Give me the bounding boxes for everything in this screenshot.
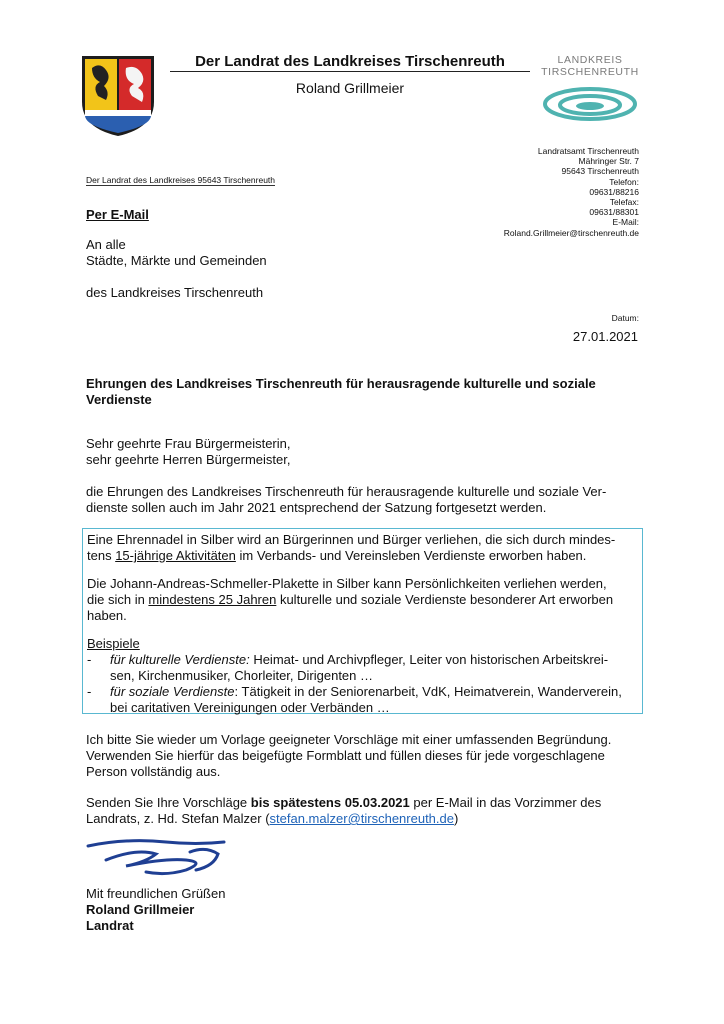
request-paragraph: Ich bitte Sie wieder um Vorlage geeigneter Vorschläge mit einer umfassenden Begründung. Verwenden Sie hierfür das beigefügte Formblatt und füllen dieses für jede vorgeschlagene Person vollständig aus. xyxy=(86,732,612,779)
contact-phone: 09631/88216 xyxy=(589,186,639,197)
brand-line1: LANDKREIS xyxy=(557,54,623,66)
letter-date: 27.01.2021 xyxy=(572,329,638,344)
plaque-paragraph: Die Johann-Andreas-Schmeller-Plakette in Silber kann Persönlichkeiten verliehen werden, die sich in mindestens 25 Jahren kulturelle und soziale Verdienste besonderer Art erworben haben. xyxy=(87,576,614,623)
contact-street: Mähringer Str. 7 xyxy=(578,156,639,167)
example-social: - für soziale Verdienste: Tätigkeit in der Seniorenarbeit, VdK, Heimatverein, Wanderverein, bei caritativen Vereinigungen oder Verbänden … xyxy=(87,684,622,715)
intro-line1: die Ehrungen des Landkreises Tirschenreuth für herausragende kulturelle und soziale Ver- xyxy=(86,484,607,499)
example-cultural: - für kulturelle Verdienste: Heimat- und Archivpfleger, Leiter von historischen Arbeitskrei- sen, Kirchenmusiker, Chorleiter, Dirigenten … xyxy=(87,652,609,683)
district-brand xyxy=(536,54,644,129)
contact-fax-label: Telefax: xyxy=(609,197,639,208)
award-info-box xyxy=(82,528,643,714)
coat-of-arms-icon xyxy=(80,54,156,138)
closing-block xyxy=(86,886,225,934)
contact-org: Landratsamt Tirschenreuth xyxy=(537,146,639,156)
brand-line2: TIRSCHENREUTH xyxy=(541,66,639,78)
subject-line1: Ehrungen des Landkreises Tirschenreuth für herausragende kulturelle und soziale xyxy=(86,376,596,391)
subject-line2: Verdienste xyxy=(86,392,152,407)
letterhead-title: Der Landrat des Landkreises Tirschenreuth xyxy=(195,53,505,70)
letterhead-name: Roland Grillmeier xyxy=(295,80,405,96)
delivery-note: Per E-Mail xyxy=(86,207,149,222)
subject-line xyxy=(86,376,646,408)
contact-block xyxy=(470,146,639,238)
contact-email-label: E-Mail: xyxy=(612,217,639,228)
contact-city: 95643 Tirschenreuth xyxy=(561,166,639,177)
salutation xyxy=(86,436,290,468)
date-label: Datum: xyxy=(611,313,639,323)
list-dash: - xyxy=(87,684,92,699)
closing-name: Roland Grillmeier xyxy=(86,902,195,917)
contact-fax: 09631/88301 xyxy=(589,207,639,218)
plaque-requirement: mindestens 25 Jahren xyxy=(148,592,277,607)
list-dash: - xyxy=(87,652,92,667)
email-link[interactable]: stefan.malzer@tirschenreuth.de xyxy=(269,811,454,826)
contact-email: Roland.Grillmeier@tirschenreuth.de xyxy=(503,227,639,238)
recipient-line3: des Landkreises Tirschenreuth xyxy=(86,285,264,300)
recipient-line2: Städte, Märkte und Gemeinden xyxy=(86,253,267,268)
closing-title: Landrat xyxy=(86,918,134,933)
closing-greeting: Mit freundlichen Grüßen xyxy=(86,886,226,901)
letterhead-rule xyxy=(170,71,530,72)
district-logo-icon xyxy=(540,84,640,124)
intro-line2: dienste sollen auch im Jahr 2021 entsprechend der Satzung fortgesetzt werden. xyxy=(86,500,547,515)
salutation-line1: Sehr geehrte Frau Bürgermeisterin, xyxy=(86,436,291,451)
salutation-line2: sehr geehrte Herren Bürgermeister, xyxy=(86,452,291,467)
recipient-line1: An alle xyxy=(86,237,126,252)
honor-pin-requirement: 15-jährige Aktivitäten xyxy=(115,548,236,563)
recipient-address xyxy=(86,237,267,269)
signature-image xyxy=(86,836,236,878)
intro-paragraph xyxy=(86,484,642,516)
honor-pin-paragraph: Eine Ehrennadel in Silber wird an Bürgerinnen und Bürger verliehen, die sich durch mindes- tens 15-jährige Aktivitäten im Verbands- und Vereinsleben Verdienste erworben haben. xyxy=(87,532,616,563)
deadline-paragraph: Senden Sie Ihre Vorschläge bis spätestens 05.03.2021 per E-Mail in das Vorzimmer des Landrats, z. Hd. Stefan Malzer (stefan.malzer@tirschenreuth.de) xyxy=(86,795,602,826)
sender-line: Der Landrat des Landkreises 95643 Tirschenreuth xyxy=(86,175,276,185)
examples-heading: Beispiele xyxy=(87,636,140,651)
contact-phone-label: Telefon: xyxy=(609,176,639,187)
deadline-date: bis spätestens 05.03.2021 xyxy=(250,795,410,810)
